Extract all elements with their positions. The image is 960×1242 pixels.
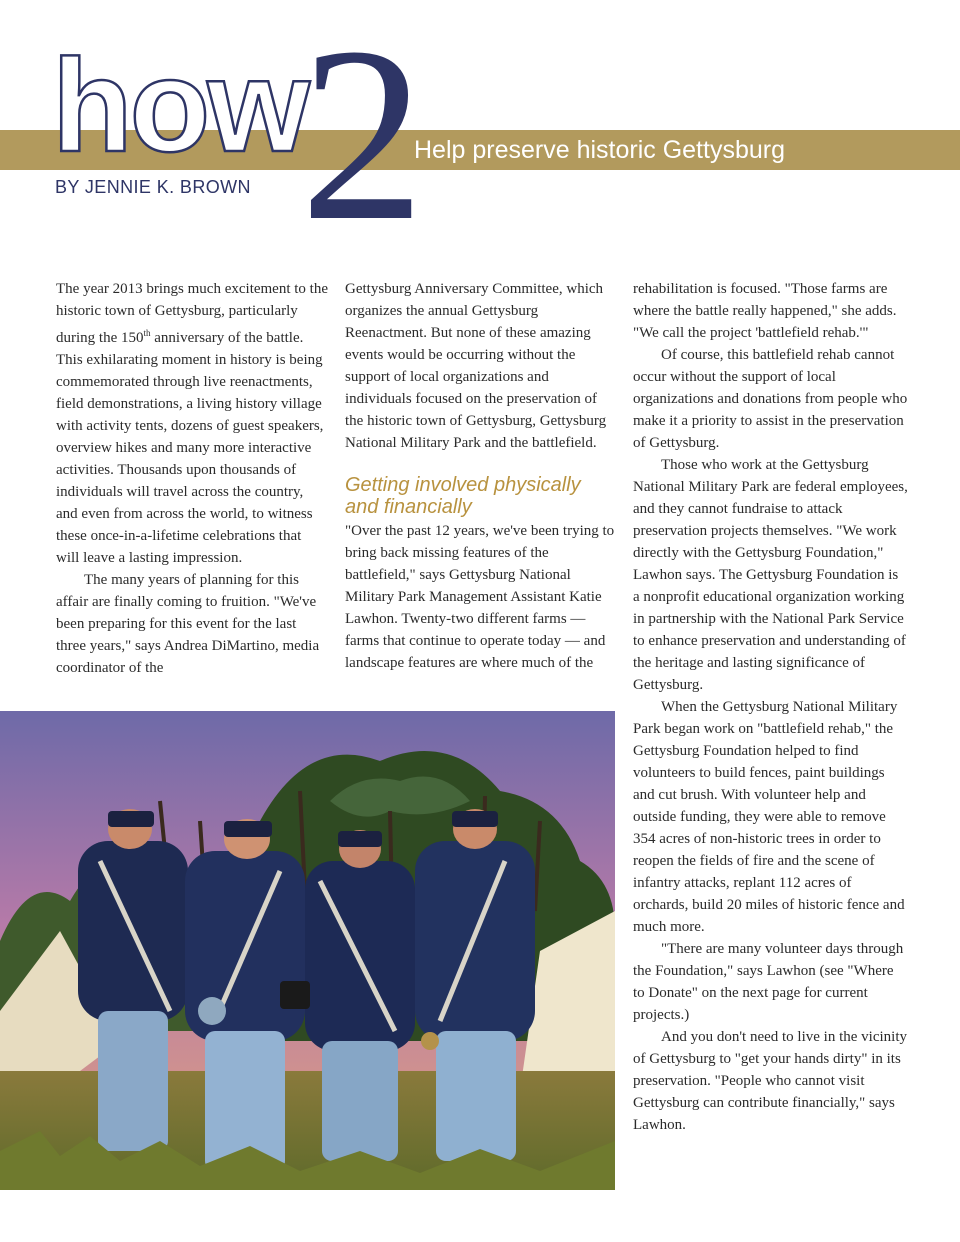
article-column-3: [633, 278, 908, 1136]
paragraph: "Over the past 12 years, we've been trying to bring back missing features of the battlefield," says Gettysburg National Military Park Management Assistant Katie Lawhon. Twenty-two different farms — farms that continue to operate today — and landscape features are where much of the: [345, 523, 615, 671]
paragraph: The many years of planning for this affair are finally coming to fruition. "We've been preparing for this event for the last three years," says Andrea DiMartino, media coordinator of the: [56, 572, 320, 676]
paragraph: The year 2013 brings much excitement to the historic town of Gettysburg, particularly during the 150th anniversary of the battle. This exhilarating moment in history is being commemorated through live reenactments, field demonstrations, a living history village with activity tents, dozens of guest speakers, overview hikes and many more interactive activities. Thousands upon thousands of individuals will travel across the country, and even from across the world, to witness these once-in-a-lifetime celebrations that will leave a lasting impression.: [56, 281, 328, 566]
article-column-1: [56, 278, 328, 679]
paragraph: Those who work at the Gettysburg National Military Park are federal employees, and they cannot fundraise to attack preservation projects themselves. "We work directly with the Gettysburg Foundation," Lawhon says. The Gettysburg Foundation is a nonprofit educational organization working in partnership with the National Park Service to enhance preservation and understanding of the heritage and lasting significance of Gettysburg.: [633, 457, 908, 693]
article-subtitle: Help preserve historic Gettysburg: [414, 136, 785, 164]
title-number-2: 2: [300, 0, 425, 273]
section-subheading: Getting involved physically and financially: [345, 474, 581, 518]
paragraph: Gettysburg Anniversary Committee, which organizes the annual Gettysburg Reenactment. But none of these amazing events would be occurring without the support of local organizations and individuals focused on the preservation of the historic town of Gettysburg, Gettysburg National Military Park and the battlefield.: [345, 281, 607, 451]
paragraph: "There are many volunteer days through the Foundation," says Lawhon (see "Where to Donate" on the next page for current projects.): [633, 941, 904, 1023]
article-column-2: [345, 278, 617, 674]
reenactment-photo: [0, 711, 615, 1190]
byline: BY JENNIE K. BROWN: [55, 177, 251, 197]
title-word-how: how: [52, 32, 307, 179]
paragraph: Of course, this battlefield rehab cannot occur without the support of local organizations and donations from people who make it a priority to assist in the preservation of Gettysburg.: [633, 347, 908, 451]
paragraph: rehabilitation is focused. "Those farms are where the battle really happened," she adds. "We call the project 'battlefield rehab.'": [633, 281, 897, 341]
paragraph: And you don't need to live in the vicinity of Gettysburg to "get your hands dirty" in its preservation. "People who cannot visit Gettysburg can contribute financially," says Lawhon.: [633, 1029, 907, 1133]
paragraph: When the Gettysburg National Military Park began work on "battlefield rehab," the Gettysburg Foundation helped to find volunteers to build fences, paint buildings and cut brush. With volunteer help and outside funding, they were able to remove 354 acres of non-historic trees in order to reopen the fields of fire and the scene of infantry attacks, replant 112 acres of orchards, build 20 miles of historic fence and much more.: [633, 699, 905, 935]
